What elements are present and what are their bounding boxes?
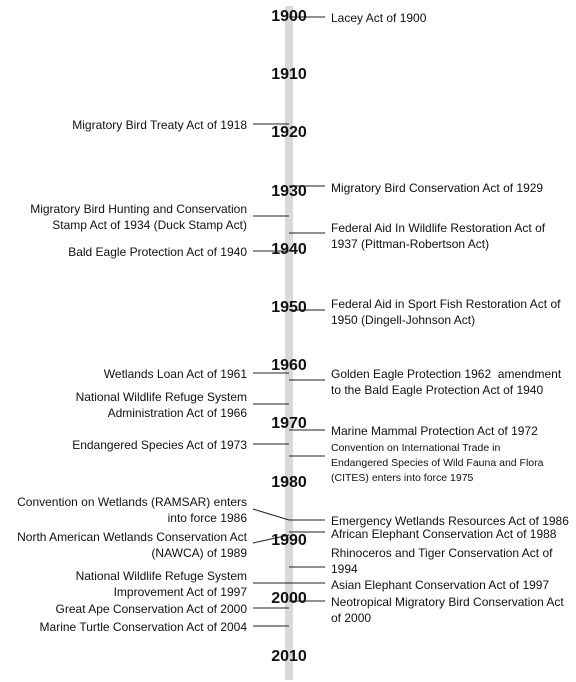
- decade-label-1980: 1980: [271, 473, 307, 491]
- decade-label-1910: 1910: [271, 66, 307, 84]
- event-label-mmpa: Marine Mammal Protection Act of 1972: [331, 424, 538, 438]
- event-label-dingell: Federal Aid in Sport Fish Restoration Act of 1950 (Dingell-Johnson Act): [331, 297, 561, 327]
- decade-label-1990: 1990: [271, 531, 307, 549]
- event-label-ramsar: Convention on Wetlands (RAMSAR) enters into force 1986: [17, 495, 247, 525]
- decade-label-1950: 1950: [271, 299, 307, 316]
- event-label-neotrop: Neotropical Migratory Bird Conservation Act of 2000: [331, 595, 564, 625]
- event-label-nawca: North American Wetlands Conservation Act (NAWCA) of 1989: [17, 530, 247, 560]
- decade-label-2010: 2010: [271, 648, 307, 666]
- event-label-afel: African Elephant Conservation Act of 1988: [331, 527, 557, 541]
- event-label-nwrsia: National Wildlife Refuge System Improvement Act of 1997: [75, 569, 247, 599]
- event-label-turtle: Marine Turtle Conservation Act of 2004: [39, 620, 247, 634]
- event-label-asel: Asian Elephant Conservation Act of 1997: [331, 578, 550, 592]
- event-label-cites: Convention on International Trade in Endangered Species of Wild Fauna and Flora (CITES) enters into force 1975: [331, 442, 544, 484]
- timeline-axis-bar: [285, 6, 293, 680]
- event-label-golden: Golden Eagle Protection 1962 amendment to the Bald Eagle Protection Act of 1940: [331, 367, 562, 397]
- decade-label-1900: 1900: [271, 8, 307, 25]
- event-label-mbca: Migratory Bird Conservation Act of 1929: [331, 181, 544, 195]
- event-label-esa: Endangered Species Act of 1973: [72, 438, 247, 452]
- decade-label-1930: 1930: [271, 182, 307, 200]
- event-label-duck: Migratory Bird Hunting and Conservation Stamp Act of 1934 (Duck Stamp Act): [30, 202, 247, 232]
- event-label-rhino: Rhinoceros and Tiger Conservation Act of 1994: [331, 546, 553, 576]
- connector-ramsar: [253, 509, 289, 520]
- decade-label-1970: 1970: [271, 415, 307, 433]
- decade-label-1940: 1940: [271, 240, 307, 258]
- decade-label-2000: 2000: [271, 590, 307, 607]
- decade-label-1960: 1960: [271, 357, 307, 375]
- decade-label-1920: 1920: [271, 124, 307, 142]
- event-label-nwrsaa: National Wildlife Refuge System Administration Act of 1966: [75, 390, 247, 420]
- event-label-lacey: Lacey Act of 1900: [331, 11, 427, 25]
- event-label-mbta: Migratory Bird Treaty Act of 1918: [72, 118, 247, 132]
- event-label-baldeagle: Bald Eagle Protection Act of 1940: [68, 245, 247, 259]
- event-label-wetlandsloan: Wetlands Loan Act of 1961: [103, 367, 247, 381]
- event-label-ewra: Emergency Wetlands Resources Act of 1986: [331, 514, 569, 528]
- event-label-pittman: Federal Aid In Wildlife Restoration Act of 1937 (Pittman-Robertson Act): [331, 221, 546, 251]
- event-label-greatape: Great Ape Conservation Act of 2000: [55, 602, 247, 616]
